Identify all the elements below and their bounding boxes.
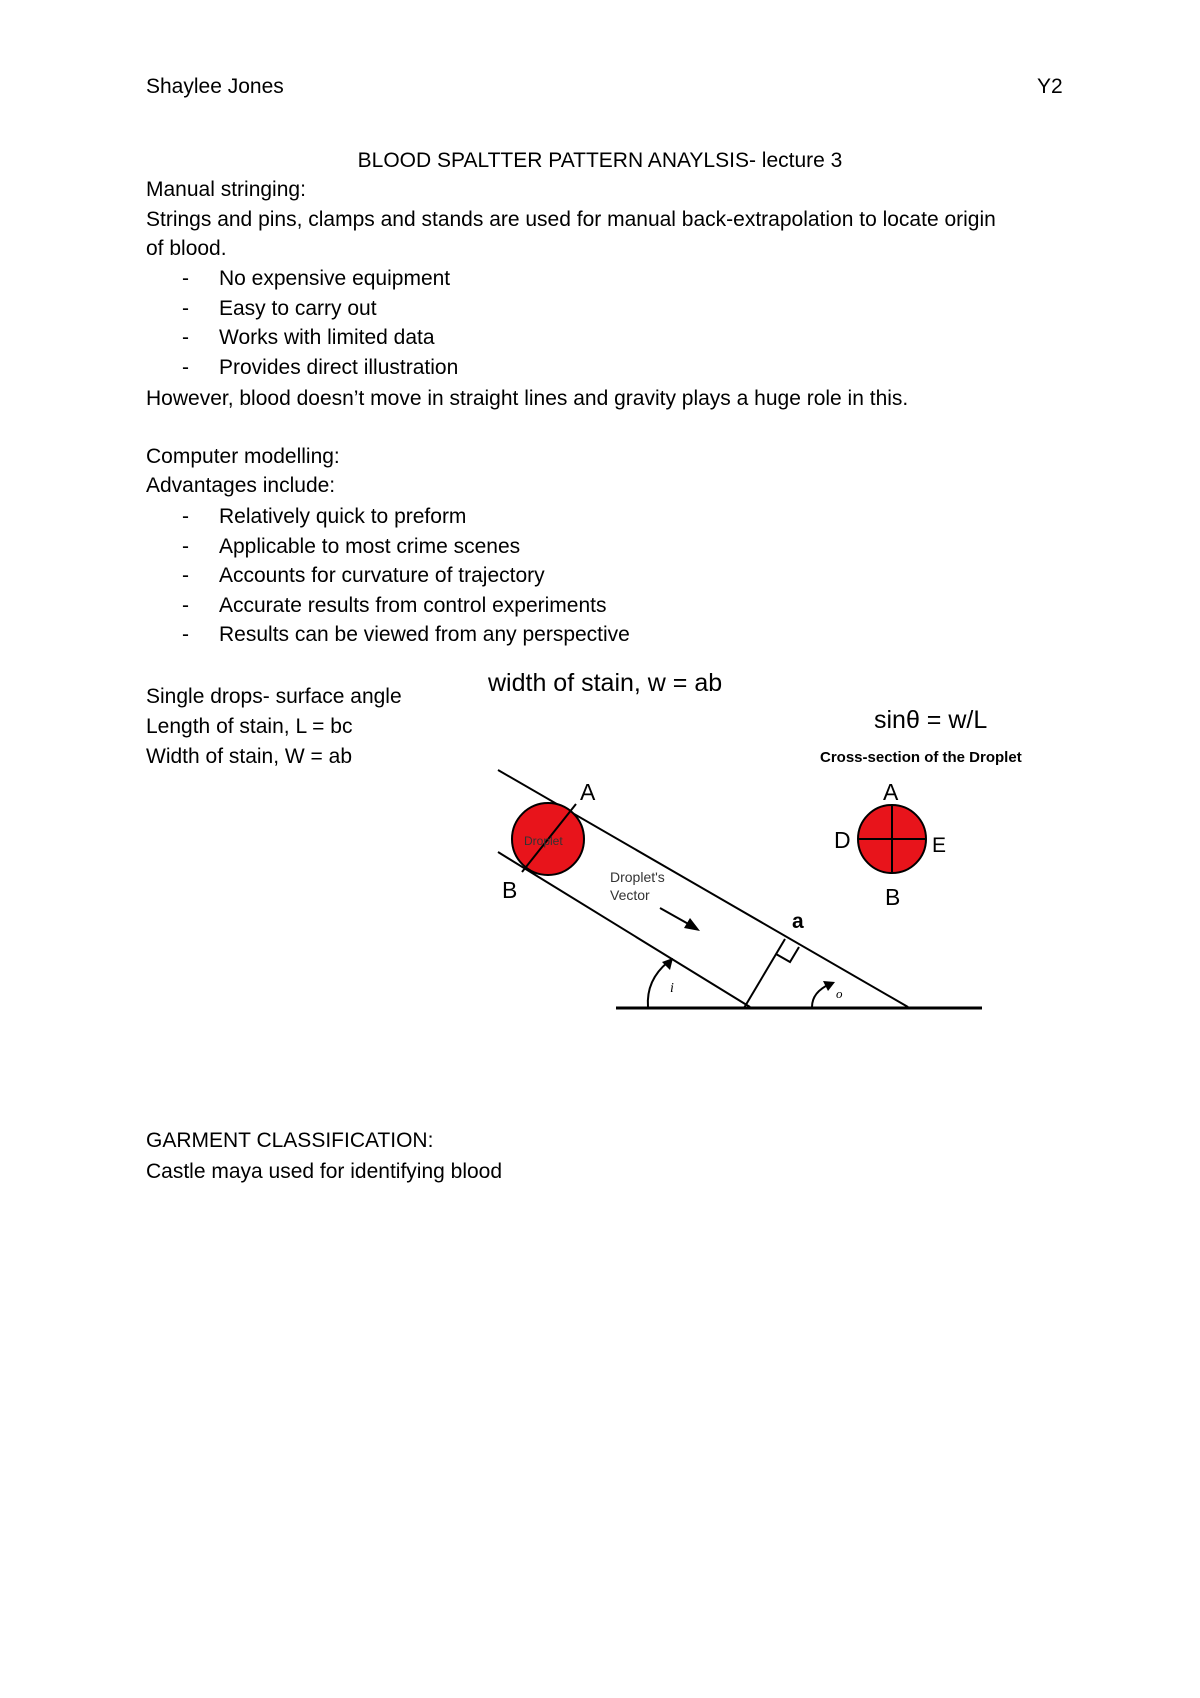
- vector-arrow-head: [684, 918, 700, 931]
- year-label: Y2: [1037, 75, 1063, 98]
- computer-heading: Computer modelling:: [146, 445, 340, 468]
- author-name: Shaylee Jones: [146, 75, 284, 98]
- angle-label-o: o: [836, 986, 843, 1001]
- angle-label-i: i: [670, 981, 674, 996]
- list-item: - Results can be viewed from any perspective: [146, 620, 630, 650]
- manual-paragraph-line1: Strings and pins, clamps and stands are used for manual back-extrapolation to locate origin: [146, 208, 996, 231]
- computer-subheading: Advantages include:: [146, 474, 336, 497]
- angle-arrow-left: [662, 958, 673, 970]
- sin-formula: sinθ = w/L: [874, 706, 988, 734]
- list-item: - Relatively quick to preform: [146, 502, 630, 532]
- list-item: - Provides direct illustration: [146, 353, 458, 383]
- list-item: - Accurate results from control experiments: [146, 591, 630, 621]
- page-title: BLOOD SPALTTER PATTERN ANAYLSIS- lecture 3: [357, 149, 843, 172]
- manual-note: However, blood doesn’t move in straight lines and gravity plays a huge role in this.: [146, 387, 909, 410]
- list-item: - Works with limited data: [146, 323, 458, 353]
- impact-angle-arc-left: [648, 962, 668, 1007]
- cross-label-e: E: [932, 834, 947, 857]
- stain-width-line: Width of stain, W = ab: [146, 745, 353, 768]
- droplet-impact-diagram: [480, 662, 1060, 1042]
- stain-length-line: Length of stain, L = bc: [146, 715, 353, 738]
- garment-text: Castle maya used for identifying blood: [146, 1160, 503, 1183]
- list-item: - Accounts for curvature of trajectory: [146, 561, 630, 591]
- manual-points-list: [146, 264, 458, 382]
- vector-label-line1: Droplet's: [610, 869, 665, 885]
- manual-paragraph-line2: of blood.: [146, 237, 227, 260]
- width-perpendicular-line: [744, 939, 785, 1008]
- vector-label-line2: Vector: [610, 887, 650, 903]
- list-item: - Applicable to most crime scenes: [146, 532, 630, 562]
- label-b-lower: B: [502, 877, 518, 903]
- width-formula: width of stain, w = ab: [488, 669, 723, 697]
- droplet-label: Droplet: [524, 834, 563, 848]
- cross-section-caption: Cross-section of the Droplet: [820, 749, 1022, 766]
- list-item: - Easy to carry out: [146, 294, 458, 324]
- label-a-upper: A: [580, 779, 596, 805]
- manual-heading: Manual stringing:: [146, 178, 306, 201]
- list-item: - No expensive equipment: [146, 264, 458, 294]
- garment-heading: GARMENT CLASSIFICATION:: [146, 1129, 434, 1152]
- cross-label-d: D: [834, 827, 851, 853]
- computer-points-list: [146, 502, 630, 650]
- single-drops-line: Single drops- surface angle: [146, 685, 402, 708]
- cross-label-b: B: [885, 884, 901, 910]
- label-a-small: a: [792, 910, 804, 933]
- cross-label-a: A: [883, 779, 899, 805]
